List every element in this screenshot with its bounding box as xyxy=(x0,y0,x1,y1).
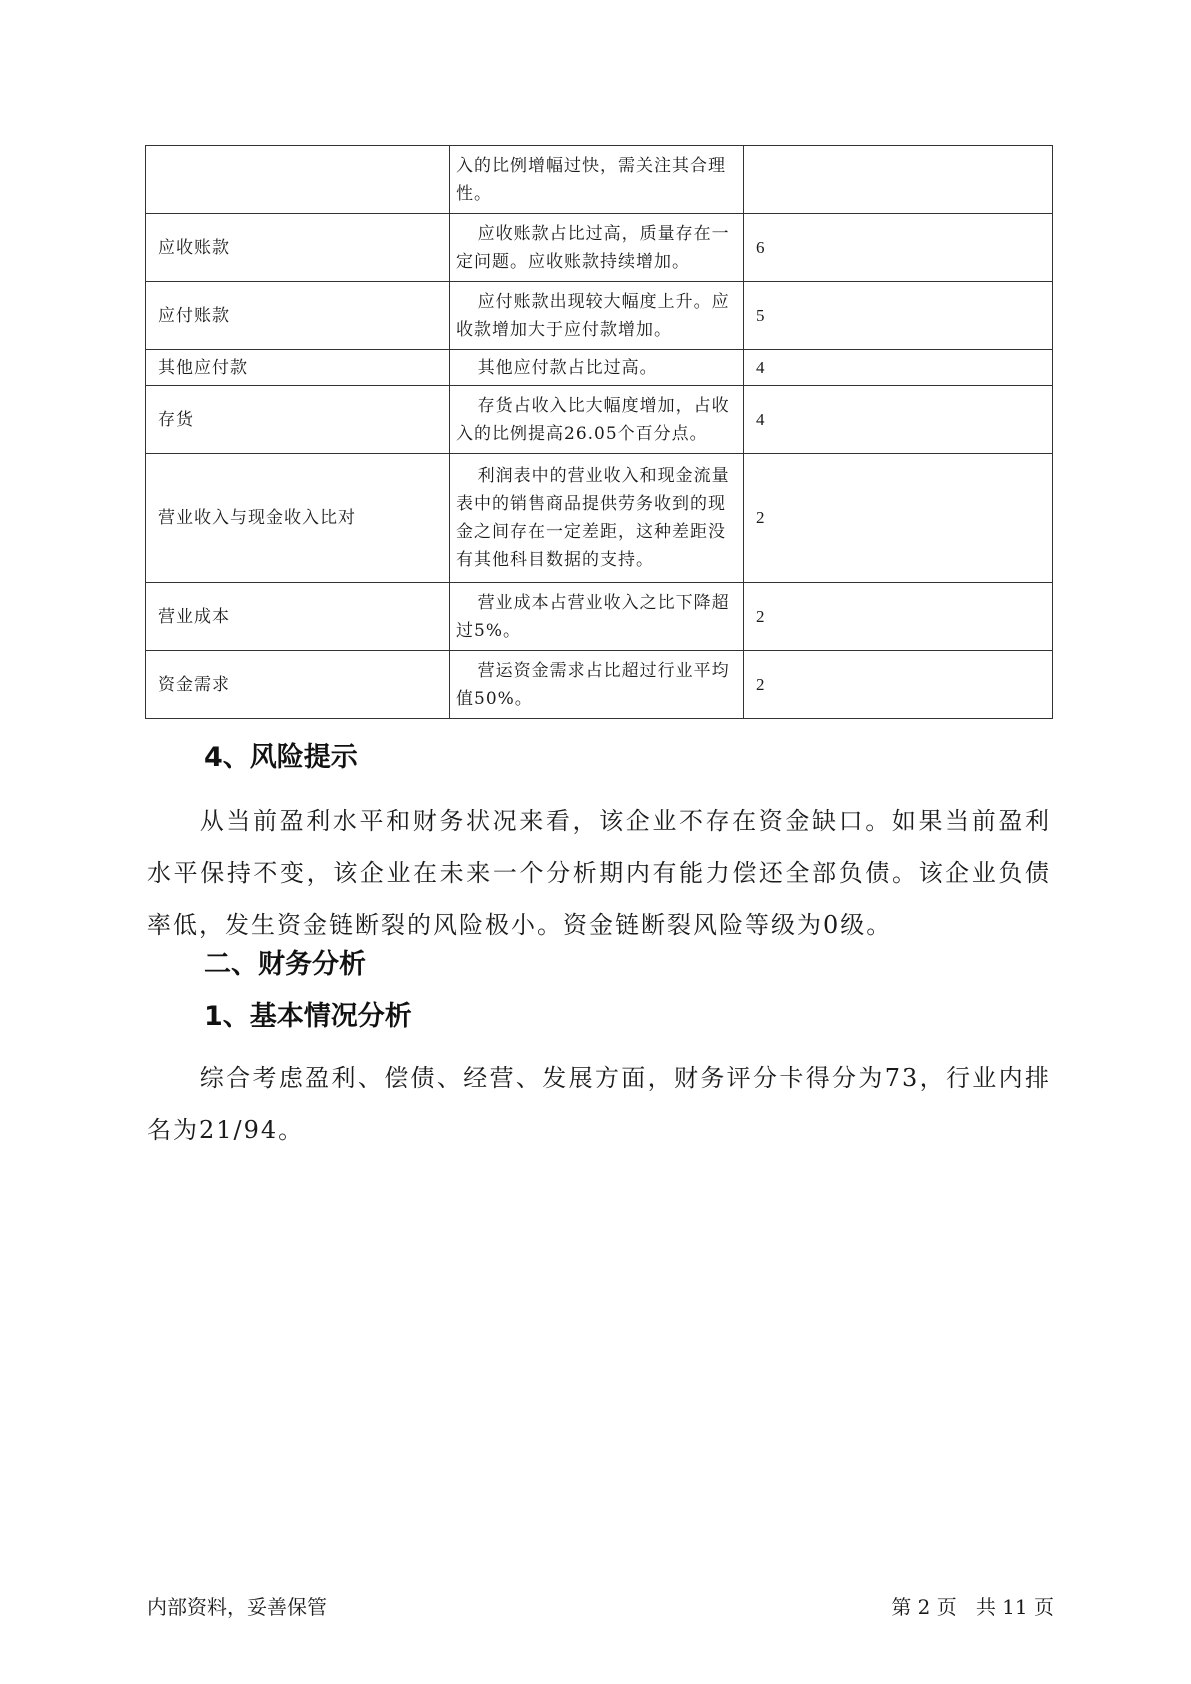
table-cell-desc: 营业成本占营业收入之比下降超过5%。 xyxy=(450,583,744,651)
risk-paragraph: 从当前盈利水平和财务状况来看，该企业不存在资金缺口。如果当前盈利水平保持不变，该企业在未来一个分析期内有能力偿还全部负债。该企业负债率低，发生资金链断裂的风险极小。资金链断裂风险等级为0级。 xyxy=(147,807,1051,939)
table-cell-item: 存货 xyxy=(146,386,450,454)
table-cell-score: 2 xyxy=(744,651,1053,719)
table-cell-item xyxy=(146,146,450,214)
table-cell-desc: 利润表中的营业收入和现金流量表中的销售商品提供劳务收到的现金之间存在一定差距，这种差距没有其他科目数据的支持。 xyxy=(450,454,744,583)
basic-analysis-paragraph: 综合考虑盈利、偿债、经营、发展方面，财务评分卡得分为73，行业内排名为21/94。 xyxy=(147,1064,1051,1144)
table-cell-score xyxy=(744,146,1053,214)
table-row xyxy=(146,583,1053,651)
table-row xyxy=(146,214,1053,282)
table-cell-item: 资金需求 xyxy=(146,651,450,719)
table-row xyxy=(146,350,1053,386)
table-cell-item: 营业收入与现金收入比对 xyxy=(146,454,450,583)
footer-confidential-note: 内部资料，妥善保管 xyxy=(147,1595,327,1619)
table-cell-score: 4 xyxy=(744,386,1053,454)
table-cell-item: 应收账款 xyxy=(146,214,450,282)
basic-analysis-heading: 1、基本情况分析 xyxy=(204,1001,412,1032)
table-cell-desc: 应收账款占比过高，质量存在一定问题。应收账款持续增加。 xyxy=(450,214,744,282)
table-cell-item: 其他应付款 xyxy=(146,350,450,386)
table-cell-desc: 其他应付款占比过高。 xyxy=(450,350,744,386)
finance-analysis-heading: 二、财务分析 xyxy=(204,949,366,980)
table-cell-desc: 入的比例增幅过快，需关注其合理性。 xyxy=(450,146,744,214)
footer-page-number: 第 2 页 共 11 页 xyxy=(891,1595,1054,1619)
table-row xyxy=(146,454,1053,583)
table-row xyxy=(146,282,1053,350)
table-cell-score: 6 xyxy=(744,214,1053,282)
table-row xyxy=(146,386,1053,454)
table-cell-score: 5 xyxy=(744,282,1053,350)
table-cell-desc: 应付账款出现较大幅度上升。应收款增加大于应付款增加。 xyxy=(450,282,744,350)
table-cell-item: 应付账款 xyxy=(146,282,450,350)
risk-heading: 4、风险提示 xyxy=(204,742,358,773)
table-cell-score: 2 xyxy=(744,454,1053,583)
table-cell-desc: 存货占收入比大幅度增加，占收入的比例提高26.05个百分点。 xyxy=(450,386,744,454)
table-row xyxy=(146,146,1053,214)
table-cell-item: 营业成本 xyxy=(146,583,450,651)
table-row xyxy=(146,651,1053,719)
risk-indicator-table xyxy=(145,145,1053,719)
table-cell-score: 2 xyxy=(744,583,1053,651)
table-cell-score: 4 xyxy=(744,350,1053,386)
table-cell-desc: 营运资金需求占比超过行业平均值50%。 xyxy=(450,651,744,719)
